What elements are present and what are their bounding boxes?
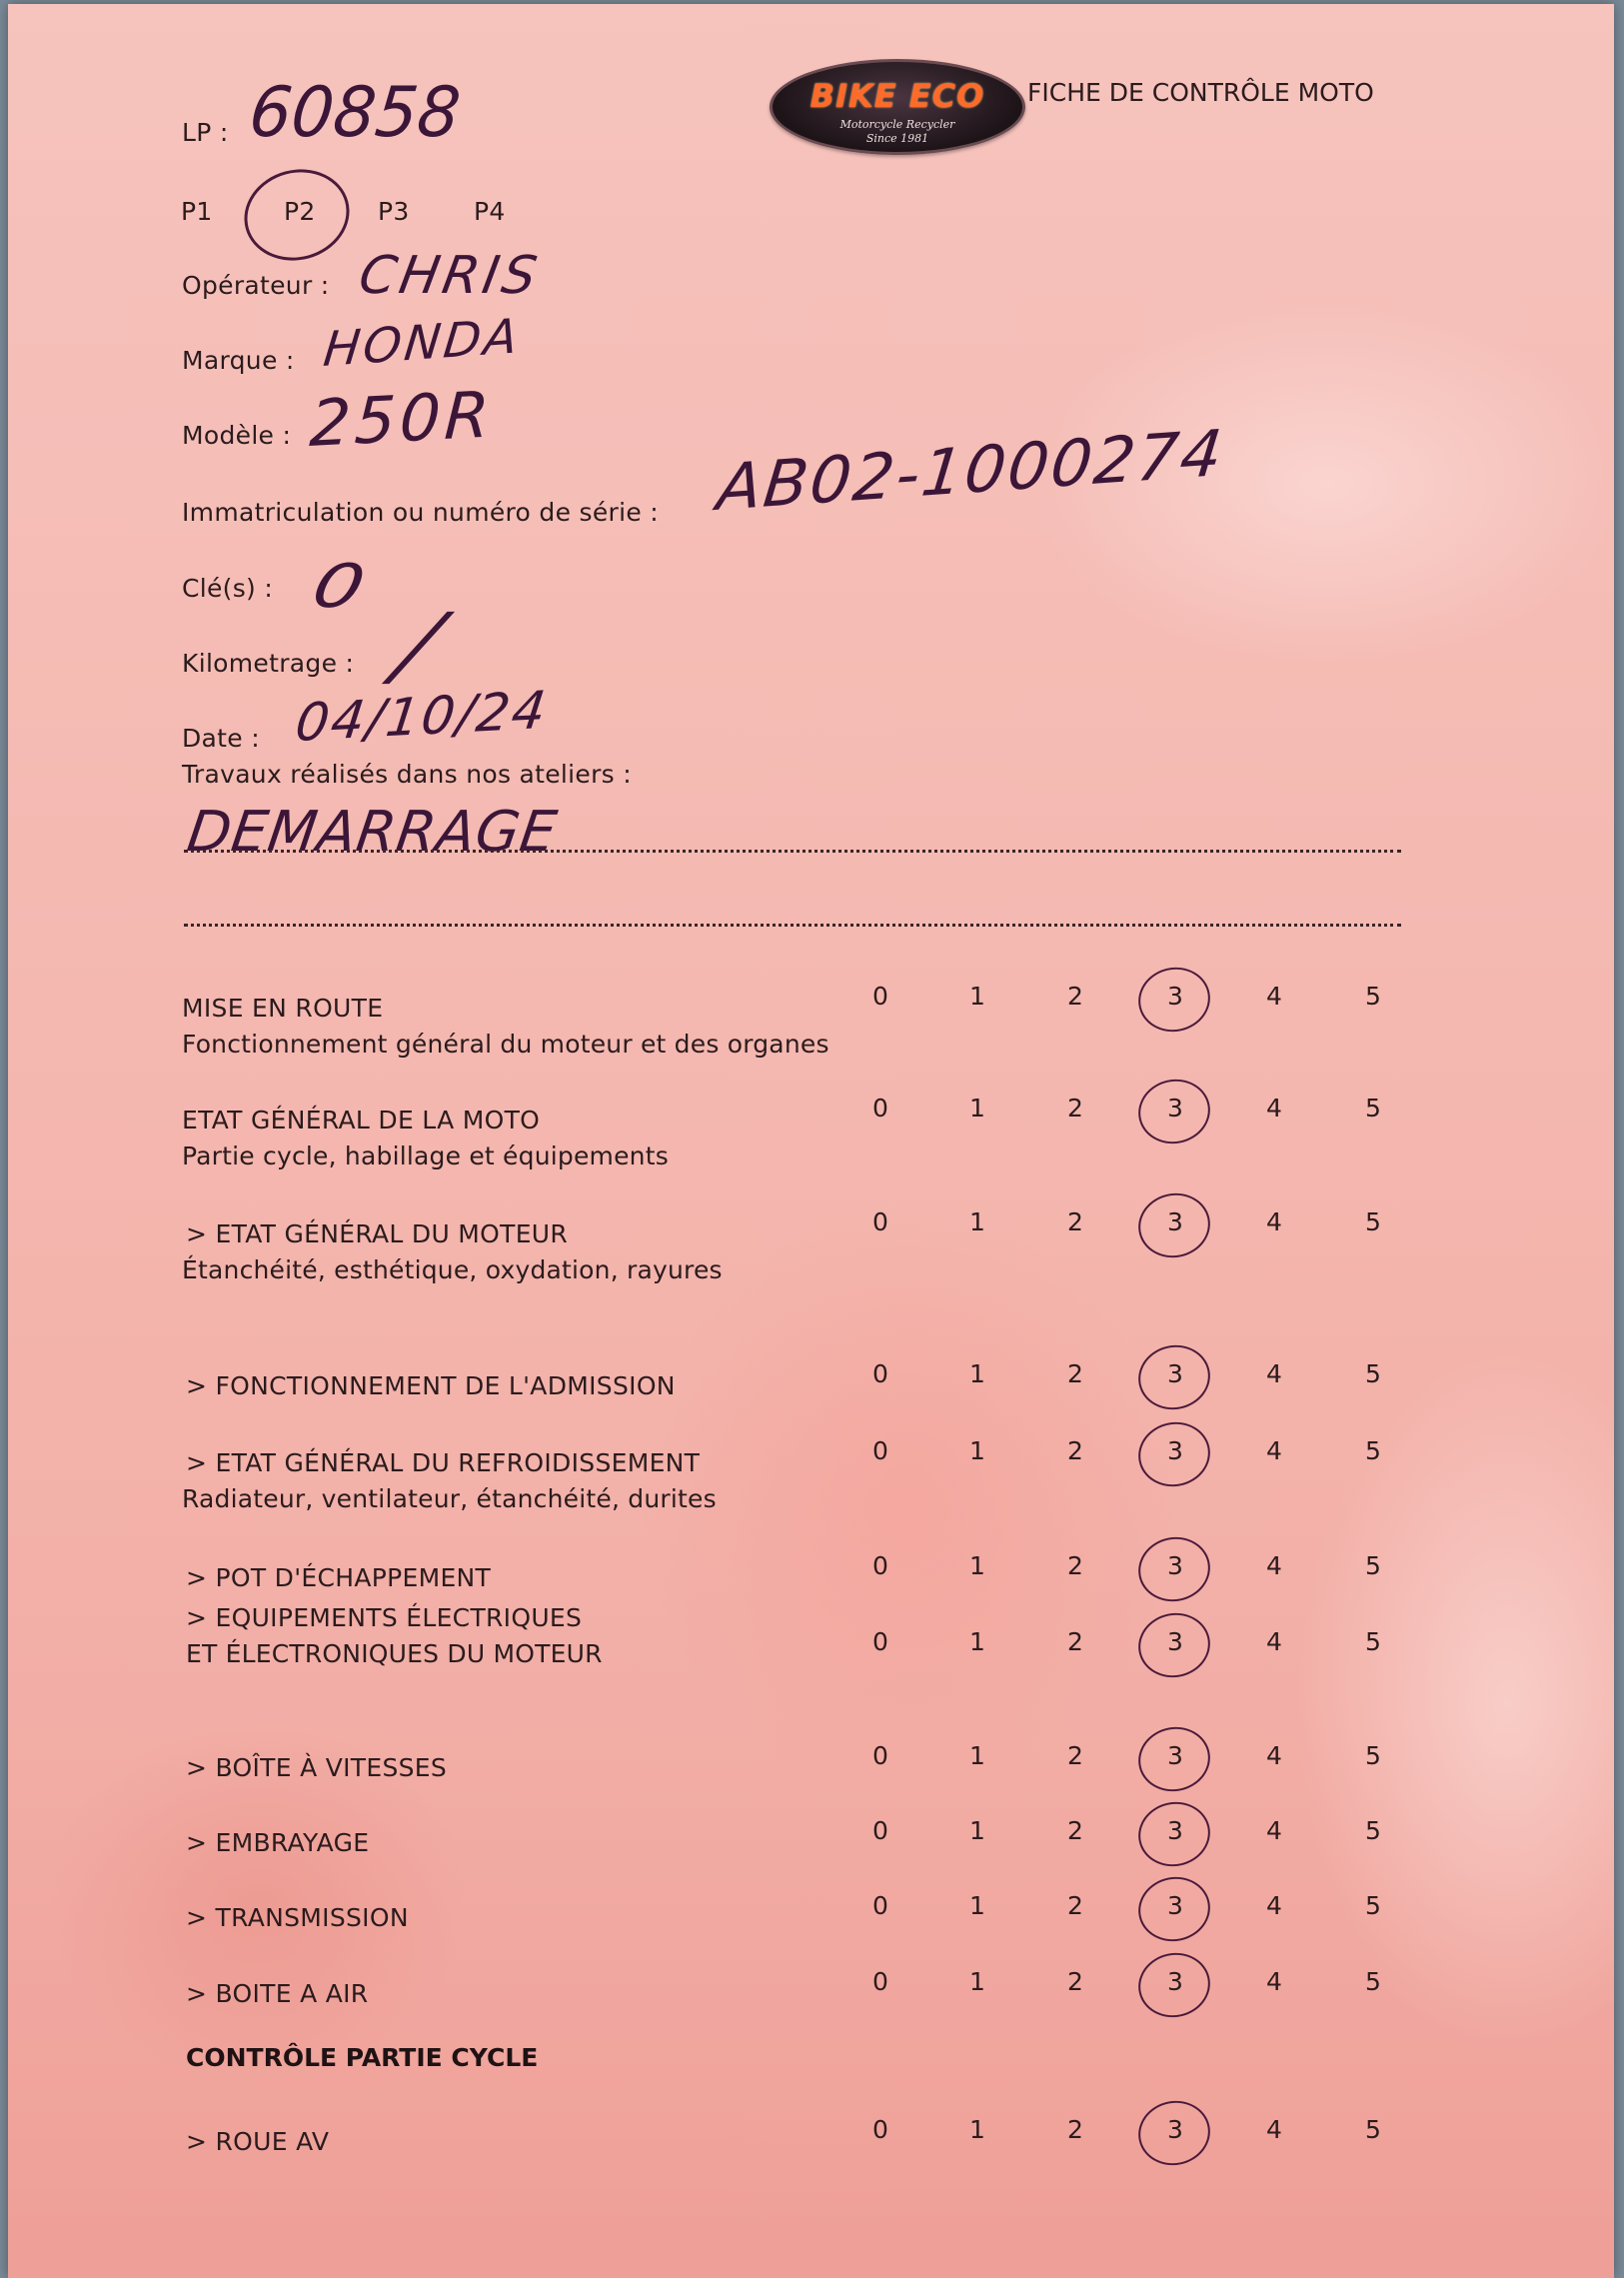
bike-eco-logo (770, 59, 1025, 155)
check-row-9-score-3[interactable]: 3 (1167, 1891, 1183, 1920)
km-label: Kilometrage : (182, 649, 355, 678)
check-row-7-score-0[interactable]: 0 (872, 1741, 888, 1770)
logo-tagline: Motorcycle Recycler (839, 118, 955, 131)
cycle-row-0-score-0[interactable]: 0 (872, 2115, 888, 2144)
check-row-5-score-4[interactable]: 4 (1266, 1551, 1282, 1580)
check-row-0-score-4[interactable]: 4 (1266, 982, 1282, 1011)
check-row-0-subtitle: Fonctionnement général du moteur et des organes (182, 1030, 829, 1059)
check-row-2-score-1[interactable]: 1 (969, 1207, 985, 1236)
section-cycle-heading: CONTRÔLE PARTIE CYCLE (186, 2043, 539, 2072)
check-row-1-subtitle: Partie cycle, habillage et équipements (182, 1141, 669, 1170)
check-row-3-score-1[interactable]: 1 (969, 1359, 985, 1388)
check-row-7-score-3[interactable]: 3 (1167, 1741, 1183, 1770)
lp-value: 60858 (245, 72, 465, 153)
cles-value: 0 (305, 552, 372, 622)
check-row-7-selected-circle (1132, 1720, 1216, 1798)
check-row-4-subtitle: Radiateur, ventilateur, étanchéité, durites (182, 1484, 717, 1513)
check-row-10-score-2[interactable]: 2 (1067, 1967, 1083, 1996)
check-row-4-score-0[interactable]: 0 (872, 1436, 888, 1465)
cycle-row-0-score-3[interactable]: 3 (1167, 2115, 1183, 2144)
check-row-6-selected-circle (1132, 1606, 1216, 1684)
check-row-10-score-4[interactable]: 4 (1266, 1967, 1282, 1996)
check-row-7-score-5[interactable]: 5 (1365, 1741, 1381, 1770)
modele-value: 250R (308, 378, 496, 462)
check-row-9-score-4[interactable]: 4 (1266, 1891, 1282, 1920)
cycle-row-0-score-4[interactable]: 4 (1266, 2115, 1282, 2144)
cycle-row-0-score-2[interactable]: 2 (1067, 2115, 1083, 2144)
marque-label: Marque : (182, 346, 295, 375)
cles-label: Clé(s) : (182, 574, 274, 603)
check-row-0-score-2[interactable]: 2 (1067, 982, 1083, 1011)
check-row-6-score-5[interactable]: 5 (1365, 1627, 1381, 1656)
travaux-line-1 (184, 850, 1401, 853)
check-row-0-title: MISE EN ROUTE (182, 994, 384, 1023)
check-row-9-score-2[interactable]: 2 (1067, 1891, 1083, 1920)
check-row-6-score-2[interactable]: 2 (1067, 1627, 1083, 1656)
check-row-8-score-2[interactable]: 2 (1067, 1816, 1083, 1845)
cycle-row-0-title: > ROUE AV (186, 2127, 330, 2156)
modele-label: Modèle : (182, 421, 292, 450)
check-row-1-score-3[interactable]: 3 (1167, 1094, 1183, 1123)
immat-label: Immatriculation ou numéro de série : (182, 498, 659, 527)
check-row-1-title: ETAT GÉNÉRAL DE LA MOTO (182, 1106, 541, 1135)
check-row-6-subtitle: ET ÉLECTRONIQUES DU MOTEUR (186, 1639, 603, 1668)
immat-value: AB02-1000274 (714, 417, 1228, 526)
check-row-8-score-3[interactable]: 3 (1167, 1816, 1183, 1845)
check-row-4-score-3[interactable]: 3 (1167, 1436, 1183, 1465)
check-row-8-score-1[interactable]: 1 (969, 1816, 985, 1845)
priority-p2: P2 (284, 197, 316, 226)
check-row-1-score-1[interactable]: 1 (969, 1094, 985, 1123)
check-row-10-score-0[interactable]: 0 (872, 1967, 888, 1996)
check-row-6-title: > EQUIPEMENTS ÉLECTRIQUES (186, 1603, 583, 1632)
check-row-5-score-3[interactable]: 3 (1167, 1551, 1183, 1580)
cycle-row-0-score-1[interactable]: 1 (969, 2115, 985, 2144)
check-row-1-selected-circle (1132, 1073, 1216, 1150)
check-row-8-title: > EMBRAYAGE (186, 1828, 370, 1857)
priority-p4: P4 (474, 197, 506, 226)
date-label: Date : (182, 724, 260, 753)
operateur-label: Opérateur : (182, 271, 330, 300)
check-row-5-title: > POT D'ÉCHAPPEMENT (186, 1563, 492, 1592)
check-row-9-score-0[interactable]: 0 (872, 1891, 888, 1920)
check-row-1-score-4[interactable]: 4 (1266, 1094, 1282, 1123)
check-row-2-score-4[interactable]: 4 (1266, 1207, 1282, 1236)
check-row-5-score-0[interactable]: 0 (872, 1551, 888, 1580)
cycle-row-0-selected-circle (1132, 2094, 1216, 2172)
travaux-value: DEMARRAGE (183, 800, 562, 865)
check-row-6-score-0[interactable]: 0 (872, 1627, 888, 1656)
travaux-line-2 (184, 924, 1401, 927)
check-row-8-score-0[interactable]: 0 (872, 1816, 888, 1845)
check-row-5-score-1[interactable]: 1 (969, 1551, 985, 1580)
check-row-2-selected-circle (1132, 1186, 1216, 1264)
check-row-0-score-1[interactable]: 1 (969, 982, 985, 1011)
check-row-8-score-4[interactable]: 4 (1266, 1816, 1282, 1845)
check-row-2-score-2[interactable]: 2 (1067, 1207, 1083, 1236)
check-row-2-score-5[interactable]: 5 (1365, 1207, 1381, 1236)
check-row-9-score-5[interactable]: 5 (1365, 1891, 1381, 1920)
check-row-4-score-2[interactable]: 2 (1067, 1436, 1083, 1465)
check-row-1-score-2[interactable]: 2 (1067, 1094, 1083, 1123)
km-value: / (383, 594, 455, 697)
check-row-4-score-1[interactable]: 1 (969, 1436, 985, 1465)
priority-p3: P3 (378, 197, 410, 226)
check-row-3-score-3[interactable]: 3 (1167, 1359, 1183, 1388)
check-row-10-selected-circle (1132, 1946, 1216, 2024)
check-row-0-score-3[interactable]: 3 (1167, 982, 1183, 1011)
check-row-9-selected-circle (1132, 1870, 1216, 1948)
form-title: FICHE DE CONTRÔLE MOTO (1027, 78, 1374, 107)
check-row-8-selected-circle (1132, 1795, 1216, 1873)
priority-selected-circle (234, 158, 360, 272)
check-row-4-selected-circle (1132, 1415, 1216, 1493)
travaux-label: Travaux réalisés dans nos ateliers : (182, 760, 632, 789)
check-row-9-title: > TRANSMISSION (186, 1903, 409, 1932)
check-row-3-score-2[interactable]: 2 (1067, 1359, 1083, 1388)
check-row-0-score-5[interactable]: 5 (1365, 982, 1381, 1011)
check-row-1-score-0[interactable]: 0 (872, 1094, 888, 1123)
logo-since: Since 1981 (865, 132, 929, 145)
check-row-0-selected-circle (1132, 961, 1216, 1039)
check-row-4-score-4[interactable]: 4 (1266, 1436, 1282, 1465)
check-row-7-score-4[interactable]: 4 (1266, 1741, 1282, 1770)
cycle-row-0-score-5[interactable]: 5 (1365, 2115, 1381, 2144)
check-row-6-score-4[interactable]: 4 (1266, 1627, 1282, 1656)
check-row-5-selected-circle (1132, 1530, 1216, 1608)
date-value: 04/10/24 (292, 680, 552, 754)
check-row-3-selected-circle (1132, 1338, 1216, 1416)
lp-label: LP : (182, 118, 229, 147)
check-row-5-score-5[interactable]: 5 (1365, 1551, 1381, 1580)
check-row-8-score-5[interactable]: 5 (1365, 1816, 1381, 1845)
logo-text: BIKE ECO (810, 77, 985, 115)
check-row-0-score-0[interactable]: 0 (872, 982, 888, 1011)
check-row-2-title: > ETAT GÉNÉRAL DU MOTEUR (186, 1219, 569, 1248)
check-row-6-score-3[interactable]: 3 (1167, 1627, 1183, 1656)
check-row-4-title: > ETAT GÉNÉRAL DU REFROIDISSEMENT (186, 1448, 701, 1477)
check-row-10-score-5[interactable]: 5 (1365, 1967, 1381, 1996)
check-row-3-score-4[interactable]: 4 (1266, 1359, 1282, 1388)
check-row-10-score-1[interactable]: 1 (969, 1967, 985, 1996)
check-row-3-score-0[interactable]: 0 (872, 1359, 888, 1388)
priority-p1: P1 (181, 197, 213, 226)
check-row-3-score-5[interactable]: 5 (1365, 1359, 1381, 1388)
check-row-7-title: > BOÎTE À VITESSES (186, 1753, 448, 1782)
marque-value: HONDA (321, 308, 524, 378)
check-row-2-score-0[interactable]: 0 (872, 1207, 888, 1236)
check-row-5-score-2[interactable]: 2 (1067, 1551, 1083, 1580)
control-sheet (8, 4, 1614, 2278)
check-row-7-score-1[interactable]: 1 (969, 1741, 985, 1770)
check-row-2-subtitle: Étanchéité, esthétique, oxydation, rayures (182, 1255, 723, 1284)
check-row-1-score-5[interactable]: 5 (1365, 1094, 1381, 1123)
check-row-9-score-1[interactable]: 1 (969, 1891, 985, 1920)
check-row-4-score-5[interactable]: 5 (1365, 1436, 1381, 1465)
check-row-3-title: > FONCTIONNEMENT DE L'ADMISSION (186, 1371, 676, 1400)
check-row-10-score-3[interactable]: 3 (1167, 1967, 1183, 1996)
check-row-7-score-2[interactable]: 2 (1067, 1741, 1083, 1770)
check-row-2-score-3[interactable]: 3 (1167, 1207, 1183, 1236)
operateur-value: CHRIS (354, 246, 546, 306)
check-row-6-score-1[interactable]: 1 (969, 1627, 985, 1656)
check-row-10-title: > BOITE A AIR (186, 1979, 369, 2008)
